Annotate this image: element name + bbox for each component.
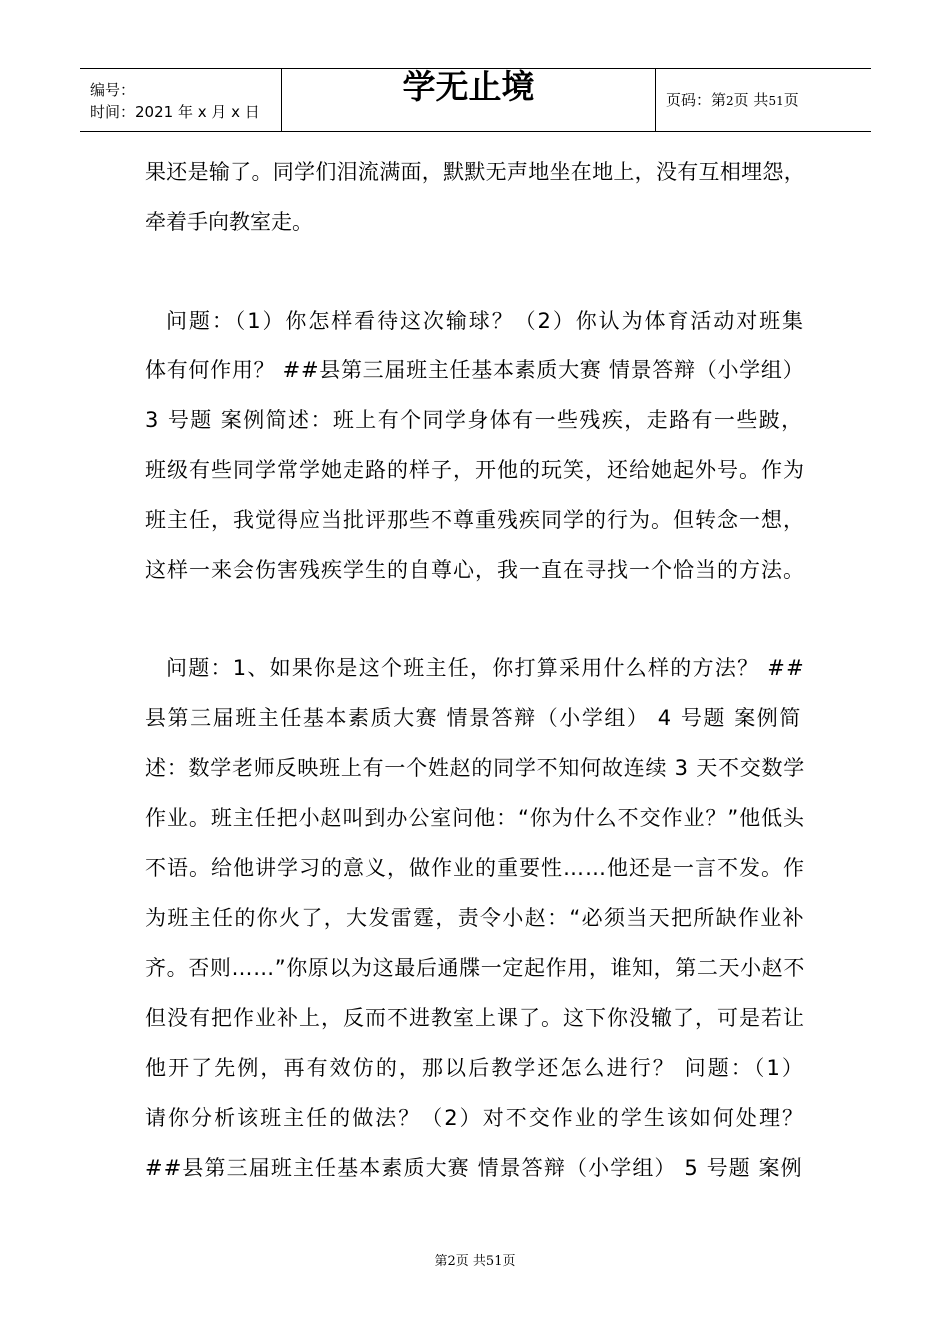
page-indicator bbox=[666, 89, 799, 110]
page-current: 2 bbox=[726, 94, 734, 108]
body-line: 这样一来会伤害残疾学生的自尊心，我一直在寻找一个恰当的方法。 bbox=[145, 558, 805, 582]
header-meta bbox=[90, 79, 260, 123]
body-line: 齐。否则……”你原以为这最后通牒一定起作用，谁知，第二天小赵不 bbox=[145, 956, 805, 980]
page-mid: 页 共 bbox=[733, 91, 769, 109]
page-suffix: 页 bbox=[783, 91, 799, 109]
body-line: 作业。班主任把小赵叫到办公室问他：“你为什么不交作业？”他低头 bbox=[145, 806, 805, 830]
page-footer: 第2页 共51页 bbox=[434, 1254, 516, 1269]
body-line: 请你分析该班主任的做法？（2）对不交作业的学生该如何处理？ bbox=[145, 1106, 805, 1130]
body-line: 问题：1、如果你是这个班主任，你打算采用什么样的方法？ ## bbox=[166, 656, 805, 680]
body-line: 牵着手向教室走。 bbox=[145, 210, 313, 234]
body-line: 3 号题 案例简述：班上有个同学身体有一些残疾，走路有一些跛， bbox=[145, 408, 804, 432]
document-title: 学无止境 bbox=[402, 67, 535, 106]
page-header bbox=[80, 68, 871, 132]
body-line: 为班主任的你火了，大发雷霆，责令小赵：“必须当天把所缺作业补 bbox=[145, 906, 805, 930]
body-line: 班级有些同学常学她走路的样子，开他的玩笑，还给她起外号。作为 bbox=[145, 458, 805, 482]
body-line: 问题：（1）你怎样看待这次输球？（2）你认为体育活动对班集 bbox=[166, 309, 805, 333]
body-line: 不语。给他讲学习的意义，做作业的重要性……他还是一言不发。作 bbox=[145, 856, 805, 880]
body-line: 述：数学老师反映班上有一个姓赵的同学不知何故连续 3 天不交数学 bbox=[145, 756, 805, 780]
time-label: 时间：2021 年 x 月 x 日 bbox=[90, 103, 260, 121]
body-line: 体有何作用？ ##县第三届班主任基本素质大赛 情景答辩（小学组） bbox=[145, 358, 805, 382]
serial-label: 编号： bbox=[90, 81, 136, 99]
body-line: 但没有把作业补上，反而不进教室上课了。这下你没辙了，可是若让 bbox=[145, 1006, 805, 1030]
body-line: 果还是输了。同学们泪流满面，默默无声地坐在地上，没有互相埋怨， bbox=[145, 160, 805, 184]
body-line: 班主任，我觉得应当批评那些不尊重残疾同学的行为。但转念一想， bbox=[145, 508, 805, 532]
body-line: 他开了先例，再有效仿的，那以后教学还怎么进行？ 问题：（1） bbox=[145, 1056, 805, 1080]
page-total: 51 bbox=[768, 94, 784, 108]
body-line: ##县第三届班主任基本素质大赛 情景答辩（小学组） 5 号题 案例 bbox=[145, 1156, 803, 1180]
page-prefix: 页码：第 bbox=[666, 91, 727, 109]
body-line: 县第三届班主任基本素质大赛 情景答辩（小学组） 4 号题 案例简 bbox=[145, 706, 802, 730]
header-divider bbox=[655, 69, 656, 131]
